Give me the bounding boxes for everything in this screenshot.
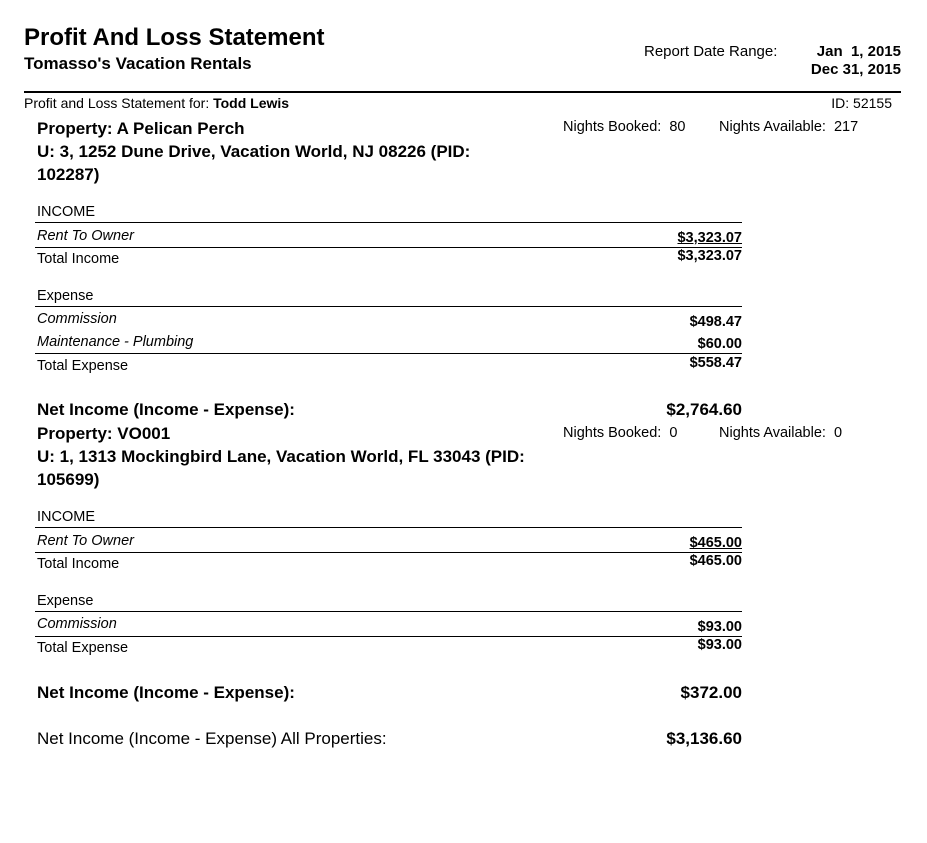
statement-for (24, 95, 289, 111)
date-range-values (811, 43, 901, 79)
total-income-amount: $465.00 (689, 553, 742, 569)
income-item-label: Rent To Owner (37, 228, 134, 244)
section-rule (35, 222, 742, 223)
nights-available-label: Nights Available: (719, 425, 826, 441)
company-name: Tomasso's Vacation Rentals (24, 54, 252, 73)
net-income-amount: $2,764.60 (666, 400, 742, 419)
expense-heading: Expense (37, 288, 94, 304)
nights-available (719, 425, 842, 441)
section-rule (35, 611, 742, 612)
expense-item-label: Commission (37, 311, 117, 327)
total-expense-label: Total Expense (37, 358, 129, 374)
net-income-amount: $372.00 (680, 683, 742, 702)
nights-booked-value: 0 (669, 425, 678, 441)
property-address: U: 3, 1252 Dune Drive, Vacation World, NJ 08226 (PID: 102287) (37, 142, 471, 184)
total-expense-amount: $558.47 (689, 355, 742, 371)
expense-item-amount: $498.47 (689, 314, 742, 330)
total-income-label: Total Income (37, 556, 120, 572)
total-income-amount: $3,323.07 (677, 248, 742, 264)
nights-booked-value: 80 (669, 119, 686, 135)
owner-id: ID: 52155 (831, 95, 892, 111)
total-rule (35, 247, 742, 248)
income-heading: INCOME (37, 509, 95, 525)
nights-available-value: 217 (833, 119, 859, 135)
expense-item-amount: $60.00 (697, 336, 742, 352)
property-header (37, 422, 527, 491)
all-properties-net-label: Net Income (Income - Expense) All Properties: (37, 729, 387, 748)
date-range-end: Dec 31, 2015 (810, 61, 901, 78)
expense-item-amount: $93.00 (697, 619, 742, 635)
header-divider (24, 91, 901, 93)
income-item-amount: $465.00 (689, 535, 742, 551)
statement-for-label: Profit and Loss Statement for: (24, 95, 210, 111)
date-range-label: Report Date Range: (644, 43, 778, 60)
income-heading: INCOME (37, 204, 95, 220)
total-expense-label: Total Expense (37, 640, 129, 656)
property-address: U: 1, 1313 Mockingbird Lane, Vacation World, FL 33043 (PID: 105699) (37, 447, 525, 489)
nights-booked-label: Nights Booked: (563, 425, 662, 441)
nights-available (719, 119, 858, 135)
nights-booked (563, 425, 677, 441)
section-rule (35, 527, 742, 528)
total-expense-amount: $93.00 (697, 637, 742, 653)
total-income-label: Total Income (37, 251, 120, 267)
nights-available-value: 0 (833, 425, 843, 441)
net-income-label: Net Income (Income - Expense): (37, 400, 295, 419)
property-title: Property: A Pelican Perch (37, 119, 245, 138)
total-rule (35, 636, 742, 637)
total-rule (35, 353, 742, 354)
property-title: Property: VO001 (37, 424, 171, 443)
owner-name: Todd Lewis (213, 95, 290, 111)
expense-item-label: Maintenance - Plumbing (37, 334, 194, 350)
all-properties-net-amount: $3,136.60 (666, 729, 742, 748)
expense-item-label: Commission (37, 616, 117, 632)
nights-booked (563, 119, 685, 135)
date-range-start: Jan 1, 2015 (816, 43, 901, 60)
income-item-amount: $3,323.07 (677, 230, 742, 246)
expense-heading: Expense (37, 593, 94, 609)
net-income-label: Net Income (Income - Expense): (37, 683, 295, 702)
section-rule (35, 306, 742, 307)
property-header (37, 117, 527, 186)
total-rule (35, 552, 742, 553)
nights-available-label: Nights Available: (719, 119, 826, 135)
nights-booked-label: Nights Booked: (563, 119, 662, 135)
report-title: Profit And Loss Statement (24, 24, 325, 51)
income-item-label: Rent To Owner (37, 533, 134, 549)
